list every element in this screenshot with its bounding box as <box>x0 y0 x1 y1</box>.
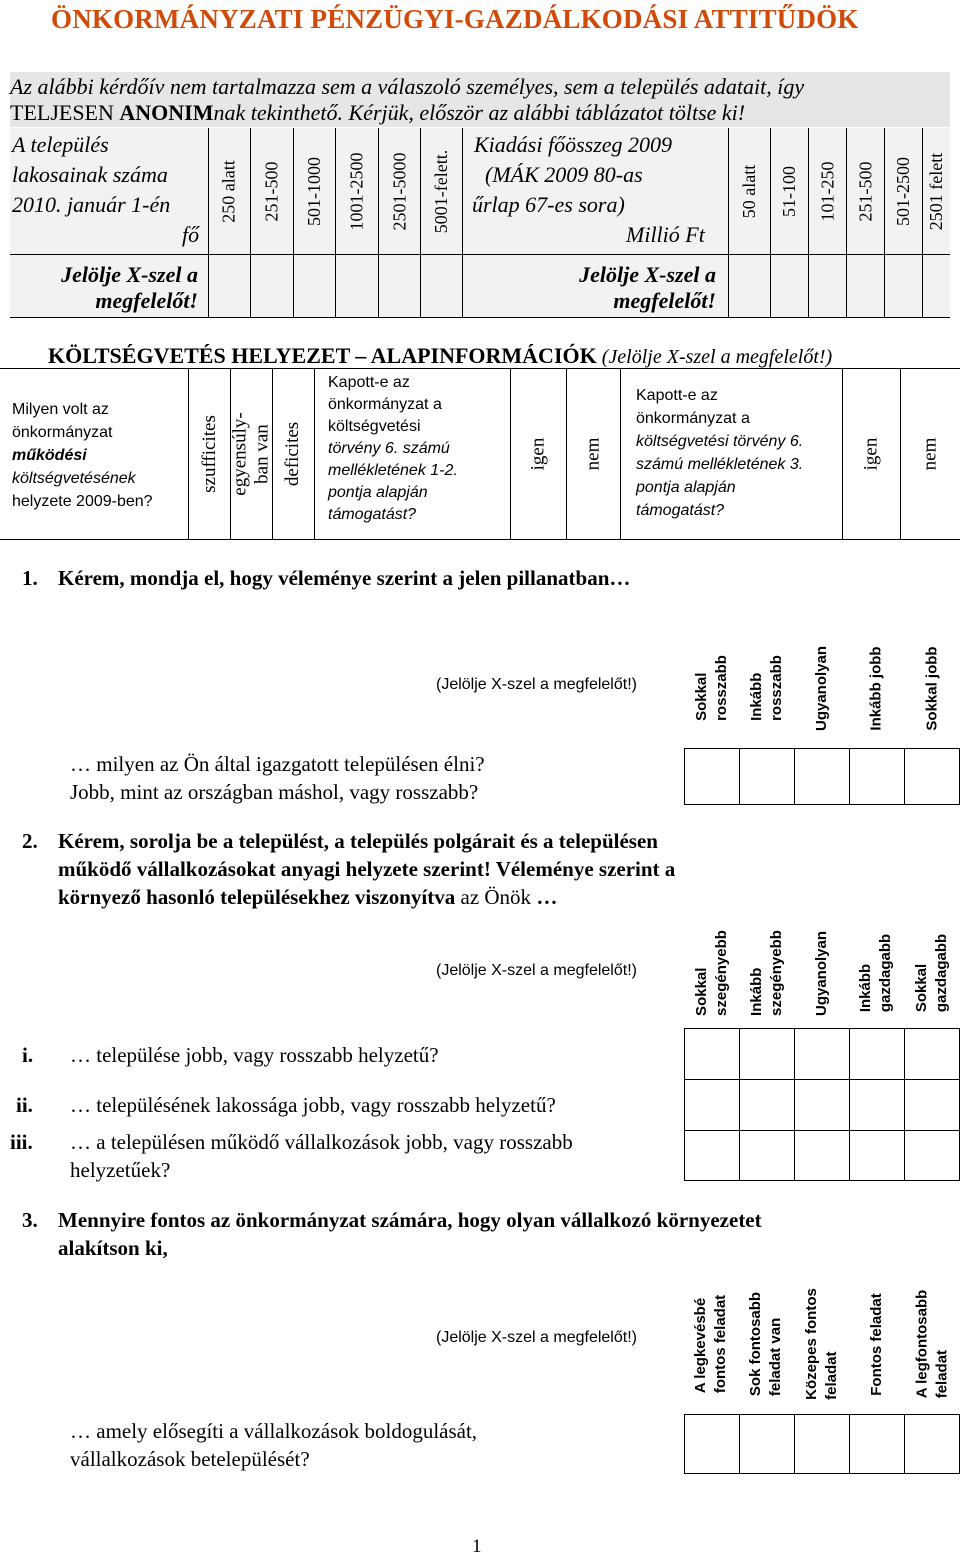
expenditure-col-4: 251-500 <box>855 161 875 221</box>
q1-answer-row <box>684 748 960 805</box>
q2-scale-1: Sokkal szegényebb <box>692 930 730 1016</box>
expenditure-cell-6[interactable] <box>923 255 950 317</box>
expenditure-cell-1[interactable] <box>729 255 770 317</box>
expenditure-col-6: 2501 felett <box>926 152 947 230</box>
population-label-2: lakosainak száma <box>12 162 168 187</box>
population-cell-2[interactable] <box>251 255 293 317</box>
expenditure-label-1: Kiadási főösszeg 2009 <box>474 132 673 157</box>
q2-scale-4: Inkább gazdagabb <box>857 933 895 1013</box>
q1-scale-header <box>684 632 960 744</box>
page-number: 1 <box>472 1536 482 1557</box>
population-cell-4[interactable] <box>336 255 378 317</box>
expenditure-cell-2[interactable] <box>771 255 808 317</box>
population-cell-3[interactable] <box>294 255 335 317</box>
expenditure-col-1: 50 alatt <box>739 164 760 218</box>
population-instruction-1: Jelölje X-szel a <box>61 262 198 287</box>
q1-option-3[interactable] <box>794 748 850 805</box>
q3-scale-4: Fontos feladat <box>868 1292 886 1396</box>
q3-option-2[interactable] <box>739 1414 795 1474</box>
intro-box <box>10 72 950 127</box>
demographics-table <box>10 128 950 318</box>
population-col-5: 2501-5000 <box>389 152 409 230</box>
q3-scale-1: A legkevésbé fontos feladat <box>692 1294 730 1394</box>
population-cell-1[interactable] <box>209 255 250 317</box>
q3-answer-row <box>684 1414 960 1474</box>
expenditure-col-3: 101-250 <box>817 161 837 221</box>
q2-line-3: környező hasonló településekhez viszonyítva az Önök … <box>58 885 558 909</box>
expenditure-label-4: Millió Ft <box>626 222 705 247</box>
q2-item-1-number: i. <box>22 1043 34 1067</box>
budget-heading: KÖLTSÉGVETÉS HELYEZET – ALAPINFORMÁCIÓK (Jelölje X-szel a megfelelőt!) <box>48 343 833 368</box>
population-col-1: 250 alatt <box>219 159 240 223</box>
q1-scale-1: Sokkal rosszabb <box>692 655 730 721</box>
q3-option-3[interactable] <box>794 1414 850 1474</box>
expenditure-instruction-1: Jelölje X-szel a <box>579 262 716 287</box>
population-instruction-2: megfelelőt! <box>95 288 198 313</box>
q1-option-5[interactable] <box>904 748 960 805</box>
q2-item-2-number: ii. <box>16 1093 33 1117</box>
q1-scale-4: Inkább jobb <box>868 645 886 731</box>
q2-item-3-text: … a településen működő vállalkozások jobb, vagy rosszabb <box>70 1130 573 1154</box>
population-label-4: fő <box>182 222 200 247</box>
status-surplus-label: szufficites <box>198 414 220 493</box>
q1-option-1[interactable] <box>684 748 740 805</box>
status-balanced-label: egyensúly- ban van <box>229 411 273 496</box>
expenditure-col-5: 501-2500 <box>893 156 913 226</box>
expenditure-label-2: (MÁK 2009 80-as <box>485 162 643 187</box>
status-deficit-label: deficites <box>282 421 304 486</box>
q3-option-1[interactable] <box>684 1414 740 1474</box>
q2-scale-5: Sokkal gazdagabb <box>913 933 950 1013</box>
population-col-4: 1001-2500 <box>346 152 367 230</box>
q2-line-1: Kérem, sorolja be a települést, a település polgárait és a településen <box>58 829 658 853</box>
q2-i-option-5[interactable] <box>904 1028 960 1080</box>
q2-i-option-2[interactable] <box>739 1028 795 1080</box>
q3-item-line-2: vállalkozások betelepülését? <box>70 1447 310 1471</box>
population-col-2: 251-500 <box>261 161 282 221</box>
q3-item-line-1: … amely elősegíti a vállalkozások boldogulását, <box>70 1419 478 1443</box>
q2-number: 2. <box>22 829 38 853</box>
q3-scale-2: Sok fontosabb feladat van <box>747 1291 785 1397</box>
q2-scale-3: Ugyanolyan <box>813 930 830 1016</box>
q2-answer-grid <box>684 1028 960 1181</box>
expenditure-cell-4[interactable] <box>847 255 884 317</box>
population-col-6: 5001-felett. <box>431 149 452 233</box>
q2-iii-option-5[interactable] <box>904 1130 960 1181</box>
q2-iii-option-4[interactable] <box>849 1130 905 1181</box>
support-question-2: Kapott-e az önkormányzat a költségvetési törvény 6. számú mellékletének 3. pontja alapján támogatást? <box>636 387 804 519</box>
q3-line-2: alakítson ki, <box>58 1236 168 1260</box>
q3-scale-header <box>684 1280 960 1408</box>
q2-scale-2: Inkább szegényebb <box>747 930 785 1016</box>
q2-instruction: (Jelölje X-szel a megfelelőt!) <box>436 962 637 979</box>
q1-option-2[interactable] <box>739 748 795 805</box>
q3-number: 3. <box>22 1208 38 1232</box>
q1-text: Kérem, mondja el, hogy véleménye szerint a jelen pillanatban… <box>58 566 631 590</box>
page-title: ÖNKORMÁNYZATI PÉNZÜGYI-GAZDÁLKODÁSI ATTITŰDÖK <box>51 4 859 34</box>
population-col-3: 501-1000 <box>304 156 324 226</box>
q2-item-3-text-2: helyzetűek? <box>70 1158 171 1182</box>
expenditure-instruction-2: megfelelőt! <box>613 288 716 313</box>
q2-ii-option-1[interactable] <box>684 1079 740 1131</box>
q1-scale-5: Sokkal jobb <box>923 645 941 731</box>
support2-yes-label: igen <box>860 437 882 470</box>
q2-item-1-text: … települése jobb, vagy rosszabb helyzetű? <box>70 1043 439 1067</box>
q1-item-line-2: Jobb, mint az országban máshol, vagy rosszabb? <box>70 780 479 804</box>
q2-i-option-4[interactable] <box>849 1028 905 1080</box>
q2-iii-option-3[interactable] <box>794 1130 850 1181</box>
expenditure-cell-5[interactable] <box>885 255 922 317</box>
q3-scale-3: Közepes fontos feladat <box>802 1288 840 1400</box>
q2-scale-header <box>684 920 960 1026</box>
population-cell-5[interactable] <box>379 255 420 317</box>
q1-item-line-1: … milyen az Ön által igazgatott településen élni? <box>70 752 485 776</box>
expenditure-label-3: űrlap 67-es sora) <box>472 192 625 217</box>
q1-scale-3: Ugyanolyan <box>813 645 830 731</box>
q2-i-option-3[interactable] <box>794 1028 850 1080</box>
intro-line-1: Az alábbi kérdőív nem tartalmazza sem a válaszoló személyes, sem a település adatait, így <box>10 74 805 99</box>
intro-line-2: TELJESEN ANONIMnak tekinthető. Kérjük, először az alábbi táblázatot töltse ki! <box>10 100 746 125</box>
population-cell-6[interactable] <box>421 255 462 317</box>
q1-option-4[interactable] <box>849 748 905 805</box>
q2-iii-option-1[interactable] <box>684 1130 740 1181</box>
budget-question: Milyen volt az önkormányzat működési költségvetésének helyzete 2009-ben? <box>12 401 153 510</box>
q2-ii-option-3[interactable] <box>794 1079 850 1131</box>
q2-item-2-text: … településének lakossága jobb, vagy rosszabb helyzetű? <box>70 1093 556 1117</box>
expenditure-col-2: 51-100 <box>779 165 799 217</box>
q3-line-1: Mennyire fontos az önkormányzat számára, hogy olyan vállalkozó környezetet <box>58 1208 762 1232</box>
population-label-1: A település <box>12 132 109 157</box>
q2-item-3-number: iii. <box>10 1130 33 1154</box>
q1-number: 1. <box>22 566 38 590</box>
expenditure-cell-3[interactable] <box>809 255 846 317</box>
q3-scale-5: A legfontosabb feladat <box>913 1289 951 1399</box>
q2-ii-option-5[interactable] <box>904 1079 960 1131</box>
budget-table <box>0 368 960 540</box>
population-label-3: 2010. január 1-én <box>12 192 171 217</box>
q3-option-5[interactable] <box>904 1414 960 1474</box>
q1-scale-2: Inkább rosszabb <box>747 655 785 721</box>
q1-instruction: (Jelölje X-szel a megfelelőt!) <box>436 676 637 693</box>
q2-ii-option-4[interactable] <box>849 1079 905 1131</box>
q2-ii-option-2[interactable] <box>739 1079 795 1131</box>
support1-yes-label: igen <box>527 437 549 470</box>
support-question-1: Kapott-e az önkormányzat a költségvetési törvény 6. számú mellékletének 1-2. pontja alapján támogatást? <box>328 374 458 523</box>
q3-instruction: (Jelölje X-szel a megfelelőt!) <box>436 1329 637 1346</box>
support1-no-label: nem <box>582 437 604 470</box>
q3-option-4[interactable] <box>849 1414 905 1474</box>
q2-i-option-1[interactable] <box>684 1028 740 1080</box>
q2-line-2: működő vállalkozásokat anyagi helyzete szerint! Véleménye szerint a <box>58 857 676 881</box>
q2-iii-option-2[interactable] <box>739 1130 795 1181</box>
support2-no-label: nem <box>919 437 941 470</box>
